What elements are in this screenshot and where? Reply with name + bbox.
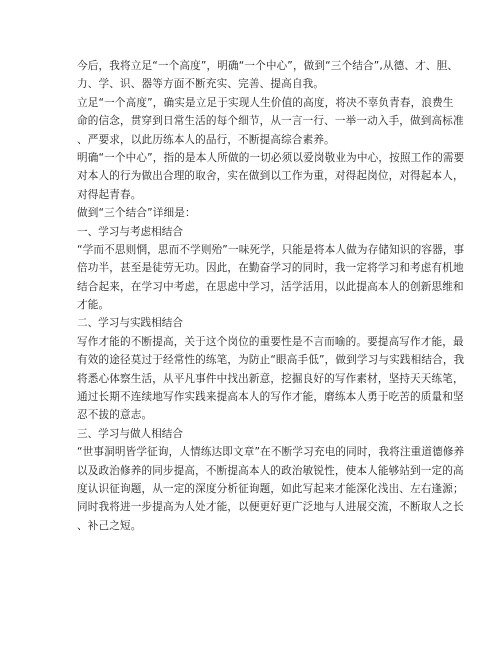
text-line: 以及政治修养的同步提高，不断提高本人的政治敏锐性，使本人能够站到一定的高 [77, 464, 464, 477]
text-line: 对得起青春。 [77, 188, 142, 201]
text-line: 将悉心体察生活，从平凡事件中找出新意，挖掘良好的写作素材，坚持天天练笔， [77, 372, 464, 385]
paragraph-three-combinations: 做到“三个结合”详细是： [77, 207, 196, 220]
text-line: 才能。 [77, 299, 110, 312]
paragraph-study-conduct [77, 443, 465, 535]
paragraph-study-practice [77, 333, 465, 425]
text-line: “学而不思则惘，思而不学则殆”一味死学，只能是将本人做为存储知识的容器，事 [77, 243, 465, 256]
paragraph-height [77, 94, 464, 149]
paragraph-intro [77, 57, 459, 94]
section-heading-1: 一、学习与考虑相结合 [77, 225, 183, 238]
text-line: 、严要求，以此历练本人的品行，不断提高综合素养。 [77, 133, 335, 146]
text-line: 结合起来，在学习中考虑，在思虑中学习，活学活用，以此提高本人的创新思维和 [77, 280, 464, 293]
paragraph-study-thinking [77, 241, 465, 315]
document-body [77, 57, 465, 535]
section-heading-3: 三、学习与做人相结合 [77, 427, 183, 440]
text-line: 力、学、识、器等方面不断充实、完善、提高自我。 [77, 78, 325, 91]
text-line: 今后，我将立足“一个高度”，明确“一个中心”，做到“三个结合”,从德、才、胆、 [77, 60, 459, 72]
text-line: “世事洞明皆学征询，人情练达即文章”在不断学习充电的同时，我将注重道德修养 [77, 446, 465, 459]
text-line: 有效的途径莫过于经常性的练笔，为防止“眼高手低”，做到学习与实践相结合，我 [77, 354, 465, 367]
text-line: 倍功半，甚至是徒劳无功。因此，在勤奋学习的同时，我一定将学习和考虑有机地 [77, 262, 464, 275]
paragraph-center [77, 149, 465, 204]
text-line: 忍不拔的意志。 [77, 409, 153, 422]
text-line: 通过长期不连续地写作实践来提高本人的写作才能，磨练本人勇于吃苦的质量和坚 [77, 391, 464, 404]
text-line: 、补己之短。 [77, 519, 142, 532]
section-heading-2: 二、学习与实践相结合 [77, 317, 183, 330]
text-line: 立足“一个高度”，确实是立足于实现人生价值的高度，将决不辜负青春，浪费生 [77, 96, 454, 109]
text-line: 同时我将进一步提高为人处才能，以便更好更广泛地与人进展交流，不断取人之长 [77, 501, 464, 514]
text-line: 明确“一个中心”，指的是本人所做的一切必须以爱岗敬业为中心，按照工作的需要 [77, 151, 465, 164]
text-line: 写作才能的不断提高，关于这个岗位的重要性是不言而喻的。要提高写作才能，最 [77, 335, 464, 348]
text-line: 命的信念，贯穿到日常生活的每个细节，从一言一行、一举一动入手，做到高标准 [77, 115, 464, 128]
text-line: 对本人的行为做出合理的取舍，实在做到以工作为重，对得起岗位，对得起本人， [77, 170, 464, 183]
text-line: 度认识征询题，从一定的深度分析征询题，如此写起来才能深化浅出、左右逢源； [77, 482, 464, 495]
